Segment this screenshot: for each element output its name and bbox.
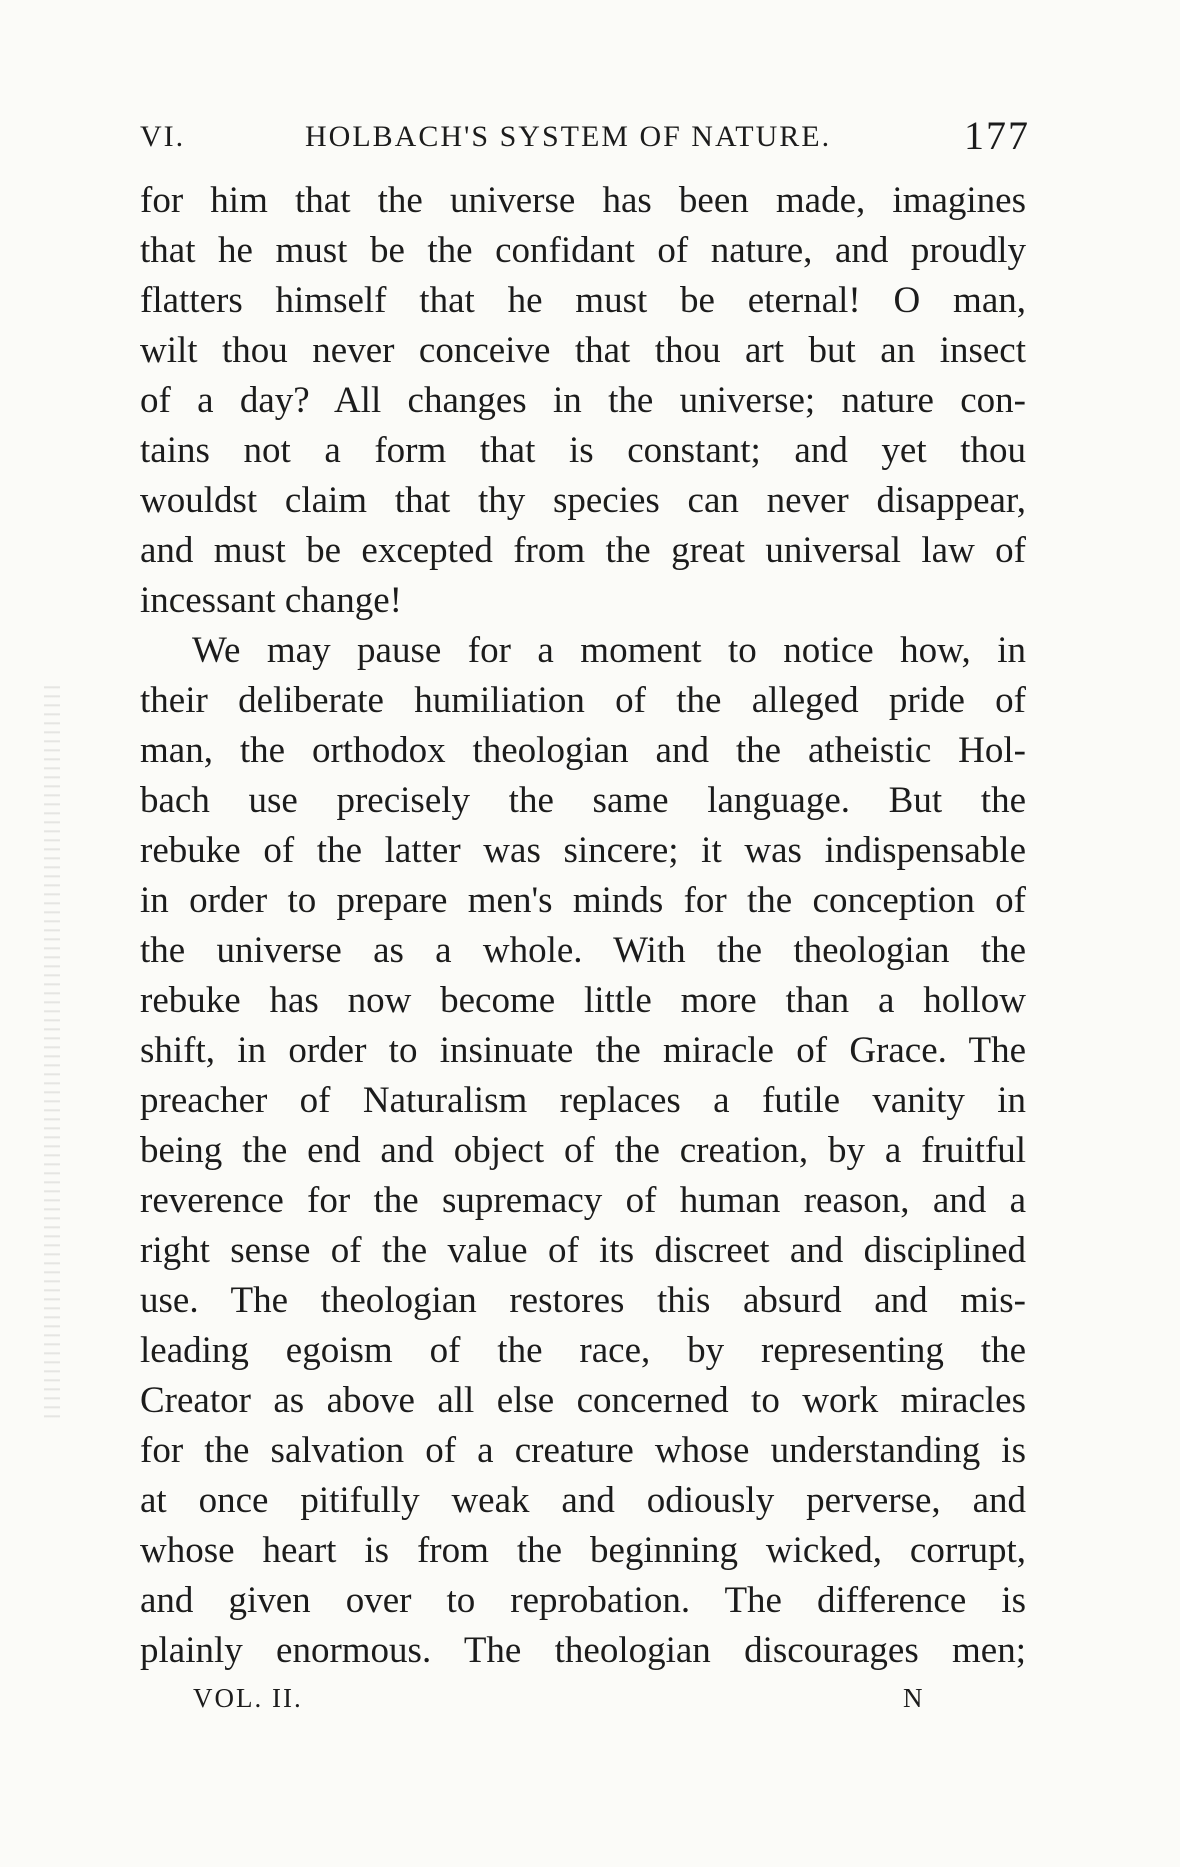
text-line: tains not a form that is constant; and yet thou: [140, 430, 1026, 471]
text-line: right sense of the value of its discreet and disciplined: [140, 1230, 1026, 1271]
text-line: incessant change!: [140, 580, 402, 621]
text-line: rebuke of the latter was sincere; it was indispensable: [140, 830, 1026, 871]
running-head: [140, 113, 1030, 170]
text-line: for the salvation of a creature whose understanding is: [140, 1430, 1026, 1471]
text-line: whose heart is from the beginning wicked, corrupt,: [140, 1530, 1026, 1571]
text-line: that he must be the confidant of nature, and proudly: [140, 230, 1026, 271]
binding-shadow: [44, 680, 60, 1420]
text-line: plainly enormous. The theologian discourages men;: [140, 1630, 1026, 1671]
paragraph-2: [140, 626, 1026, 1676]
text-line: preacher of Naturalism replaces a futile vanity in: [140, 1080, 1026, 1121]
text-line: wouldst claim that thy species can never disappear,: [140, 480, 1026, 521]
chapter-number: VI.: [140, 120, 186, 153]
text-line: leading egoism of the race, by representing the: [140, 1330, 1026, 1371]
text-line: wilt thou never conceive that thou art but an insect: [140, 330, 1026, 371]
body-text: [140, 176, 1026, 1676]
text-line: We may pause for a moment to notice how, in: [192, 630, 1026, 671]
text-line: reverence for the supremacy of human reason, and a: [140, 1180, 1026, 1221]
text-line: being the end and object of the creation, by a fruitful: [140, 1130, 1026, 1171]
text-line: use. The theologian restores this absurd and mis-: [140, 1280, 1026, 1321]
text-line: at once pitifully weak and odiously perverse, and: [140, 1480, 1026, 1521]
signature-mark: N: [903, 1683, 925, 1713]
page-number: 177: [964, 113, 1030, 158]
text-line: of a day? All changes in the universe; nature con-: [140, 380, 1026, 421]
text-line: Creator as above all else concerned to work miracles: [140, 1380, 1026, 1421]
text-line: and given over to reprobation. The difference is: [140, 1580, 1026, 1621]
text-line: for him that the universe has been made, imagines: [140, 180, 1026, 221]
text-line: their deliberate humiliation of the alleged pride of: [140, 680, 1026, 721]
text-line: man, the orthodox theologian and the atheistic Hol-: [140, 730, 1026, 771]
text-line: bach use precisely the same language. But the: [140, 780, 1026, 821]
running-title: HOLBACH'S SYSTEM OF NATURE.: [305, 120, 832, 153]
paragraph-1: [140, 176, 1026, 626]
text-line: in order to prepare men's minds for the conception of: [140, 880, 1026, 921]
page-footer: [0, 1683, 1180, 1723]
text-line: and must be excepted from the great universal law of: [140, 530, 1026, 571]
text-line: the universe as a whole. With the theologian the: [140, 930, 1026, 971]
text-line: shift, in order to insinuate the miracle of Grace. The: [140, 1030, 1026, 1071]
text-line: flatters himself that he must be eternal! O man,: [140, 280, 1026, 321]
volume-mark: VOL. II.: [193, 1683, 303, 1713]
text-line: rebuke has now become little more than a hollow: [140, 980, 1026, 1021]
